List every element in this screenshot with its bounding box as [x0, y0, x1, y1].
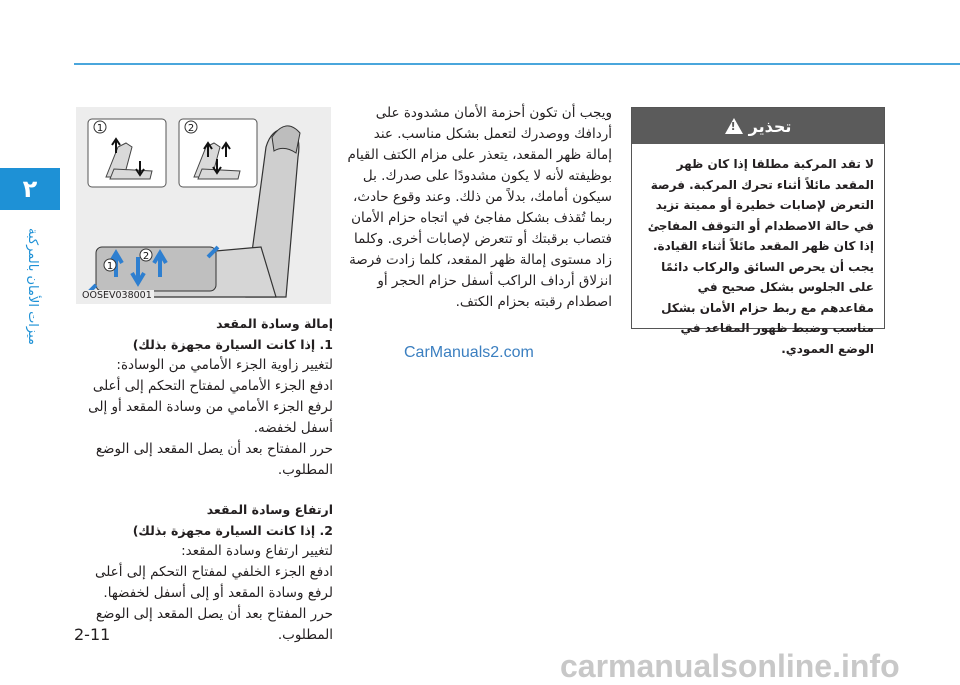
warning-text: لا تقد المركبة مطلقا إذا كان ظهر المقعد مائلاً أثناء تحرك المركبة. فرصة التعرض لإصابات خطيرة أو مميتة تزيد في حالة الاصطدام أو التوقف المفاجئ إذا كان ظهر المقعد مائلاً أثناء القيادة. يجب أن يحرص السائق والركاب دائمًا على الجلوس بشكل صحيح في مقاعدهم مع ربط حزام الأمان بشكل مناسب وضبط ظهور المقاعد في الوضع العمودي.	[647, 157, 874, 356]
tilt-intro: لتغيير زاوية الجزء الأمامي من الوسادة:	[116, 357, 333, 373]
footer-watermark: carmanualsonline.info	[560, 648, 900, 684]
warning-triangle-icon	[725, 118, 743, 134]
page-number: 2-11	[74, 625, 111, 644]
figure-code: OOSEV038001	[82, 290, 152, 301]
callout-1-top-label: 1	[96, 123, 104, 134]
warning-title: تحذير	[748, 116, 792, 136]
chapter-label: ميزات الأمان بالمركبة	[25, 228, 40, 345]
body-text-middle: ويجب أن تكون أحزمة الأمان مشدودة على أردافك ووصدرك لتعمل بشكل مناسب. عند إمالة ظهر المقعد، يتعذر على مزام الكتف القيام بوظيفته لأنه لا يكون مشدودًا على صدرك. بل سيكون أمامك، بدلاً من ذلك. وعند وقوع حادث، ربما تُقذف بشكل مفاجئ في اتجاه حزام الأمان فتصاب برقبتك أو تتعرض لإصابات أخرى. وكلما زاد مستوى إمالة ظهر المقعد، كلما زادت فرصة انزلاق أرداف الراكب أسفل حزام الحجر أو اصطدام رقبته بحزام الكتف.	[347, 105, 612, 310]
seat-illustration	[76, 107, 331, 304]
height-condition: 2. إذا كانت السيارة مجهزة بذلك)	[132, 523, 333, 538]
callout-2-label: 2	[142, 251, 150, 262]
tilt-heading: إمالة وسادة المقعد	[216, 316, 333, 331]
body-text-left	[76, 313, 333, 646]
warning-box	[631, 107, 885, 356]
height-step-2: حرر المفتاح بعد أن يصل المقعد إلى الوضع المطلوب.	[95, 606, 333, 643]
tilt-step-1: ادفع الجزء الأمامي لمفتاح التحكم إلى أعلى لرفع الجزء الأمامي من وسادة المقعد أو إلى أسفل لخفضه.	[88, 378, 333, 436]
tilt-condition: 1. إذا كانت السيارة مجهزة بذلك)	[132, 337, 333, 352]
height-heading: ارتفاع وسادة المقعد	[206, 502, 333, 517]
watermark-link[interactable]: CarManuals2.com	[404, 344, 534, 361]
callout-2-top-label: 2	[187, 123, 195, 134]
seat-drawing	[76, 107, 331, 304]
top-rule	[74, 63, 960, 65]
height-step-1: ادفع الجزء الخلفي لمفتاح التحكم إلى أعلى لرفع وسادة المقعد أو إلى أسفل لخفضها.	[94, 564, 333, 601]
callout-1-label: 1	[106, 261, 114, 272]
chapter-tab: ٢	[0, 168, 60, 210]
tilt-step-2: حرر المفتاح بعد أن يصل المقعد إلى الوضع المطلوب.	[95, 441, 333, 478]
warning-header	[632, 108, 884, 144]
height-intro: لتغيير ارتفاع وسادة المقعد:	[181, 543, 333, 559]
